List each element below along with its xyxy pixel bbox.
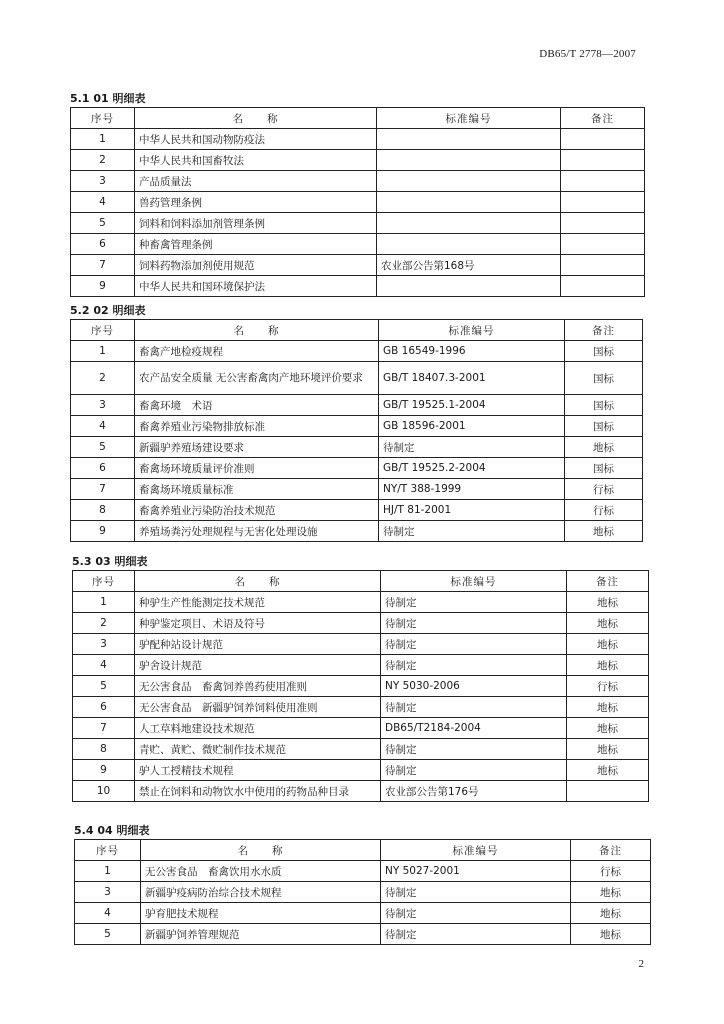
standard-code (377, 150, 561, 171)
standard-code: 待制定 (381, 760, 567, 781)
remark (567, 781, 649, 802)
standard-name: 畜禽养殖业污染物排放标准 (135, 416, 379, 437)
standard-name: 饲料药物添加剂使用规范 (135, 255, 377, 276)
standard-name: 青贮、黄贮、微贮制作技术规范 (135, 739, 381, 760)
standard-code: 待制定 (381, 903, 571, 924)
standard-name: 驴育肥技术规程 (141, 903, 381, 924)
column-header: 备注 (571, 840, 651, 861)
remark: 行标 (565, 500, 643, 521)
standard-code: 待制定 (381, 634, 567, 655)
standard-code (377, 234, 561, 255)
remark: 国标 (565, 341, 643, 362)
standard-name: 人工草料地建设技术规范 (135, 718, 381, 739)
remark (561, 234, 645, 255)
standard-code: NY 5027-2001 (381, 861, 571, 882)
table-row (71, 129, 645, 150)
table-row (75, 903, 651, 924)
column-header: 名 称 (135, 108, 377, 129)
standard-code: 农业部公告第168号 (377, 255, 561, 276)
remark: 国标 (565, 395, 643, 416)
row-number: 2 (71, 362, 135, 395)
row-number: 1 (71, 129, 135, 150)
standard-name: 新疆驴养殖场建设要求 (135, 437, 379, 458)
row-number: 5 (71, 437, 135, 458)
row-number: 6 (71, 458, 135, 479)
standard-name: 畜禽场环境质量评价准则 (135, 458, 379, 479)
column-header: 标准编号 (377, 108, 561, 129)
table-row (73, 613, 649, 634)
row-number: 8 (71, 500, 135, 521)
table-row (71, 437, 643, 458)
remark: 地标 (567, 760, 649, 781)
standard-code: GB/T 18407.3-2001 (379, 362, 565, 395)
remark: 地标 (571, 924, 651, 945)
standard-code: 待制定 (381, 613, 567, 634)
standard-code: 待制定 (381, 882, 571, 903)
table-row (71, 362, 643, 395)
remark (561, 150, 645, 171)
table-row (71, 150, 645, 171)
row-number: 7 (71, 255, 135, 276)
remark: 地标 (571, 903, 651, 924)
remark (561, 129, 645, 150)
remark: 地标 (567, 592, 649, 613)
table-row (71, 171, 645, 192)
table-row (73, 718, 649, 739)
table-row (71, 395, 643, 416)
table-row (73, 739, 649, 760)
remark: 地标 (567, 613, 649, 634)
row-number: 4 (71, 192, 135, 213)
table-row (73, 592, 649, 613)
column-header: 名 称 (135, 320, 379, 341)
standard-code: GB/T 19525.2-2004 (379, 458, 565, 479)
remark: 国标 (565, 458, 643, 479)
table-row (73, 781, 649, 802)
table-row (71, 234, 645, 255)
standard-code: GB/T 19525.1-2004 (379, 395, 565, 416)
standard-code: 待制定 (379, 437, 565, 458)
standard-name: 畜禽养殖业污染防治技术规范 (135, 500, 379, 521)
standard-name: 畜禽环境 术语 (135, 395, 379, 416)
table-5-1 (70, 107, 645, 297)
standard-name: 饲料和饲料添加剂管理条例 (135, 213, 377, 234)
remark: 行标 (567, 676, 649, 697)
standard-name: 新疆驴饲养管理规范 (141, 924, 381, 945)
standard-name: 畜禽场环境质量标准 (135, 479, 379, 500)
column-header: 标准编号 (381, 571, 567, 592)
standard-name: 产品质量法 (135, 171, 377, 192)
table-row (73, 760, 649, 781)
remark (561, 192, 645, 213)
row-number: 2 (73, 613, 135, 634)
document-header-code: DB65/T 2778—2007 (539, 48, 636, 60)
standard-code: HJ/T 81-2001 (379, 500, 565, 521)
table-row (71, 416, 643, 437)
standard-code (377, 213, 561, 234)
row-number: 2 (71, 150, 135, 171)
standard-name: 农产品安全质量 无公害畜禽肉产地环境评价要求 (135, 362, 379, 395)
column-header: 序号 (73, 571, 135, 592)
row-number: 7 (73, 718, 135, 739)
page-number: 2 (638, 958, 644, 970)
standard-code: GB 16549-1996 (379, 341, 565, 362)
table-row (71, 341, 643, 362)
section-title-5-3: 5.3 03 明细表 (72, 555, 148, 568)
standard-code (377, 276, 561, 297)
row-number: 7 (71, 479, 135, 500)
standard-code (377, 171, 561, 192)
table-row (71, 521, 643, 542)
standard-code: NY 5030-2006 (381, 676, 567, 697)
standard-code: NY/T 388-1999 (379, 479, 565, 500)
section-title-5-1: 5.1 01 明细表 (70, 92, 146, 105)
row-number: 4 (73, 655, 135, 676)
row-number: 4 (75, 903, 141, 924)
standard-name: 驴人工授精技术规程 (135, 760, 381, 781)
table-row (71, 276, 645, 297)
standard-name: 畜禽产地检疫规程 (135, 341, 379, 362)
remark: 地标 (567, 739, 649, 760)
standard-name: 禁止在饲料和动物饮水中使用的药物品种目录 (135, 781, 381, 802)
standard-name: 兽药管理条例 (135, 192, 377, 213)
row-number: 4 (71, 416, 135, 437)
remark: 地标 (567, 718, 649, 739)
standard-name: 驴舍设计规范 (135, 655, 381, 676)
column-header: 序号 (71, 108, 135, 129)
row-number: 8 (73, 739, 135, 760)
row-number: 1 (71, 341, 135, 362)
standard-name: 中华人民共和国动物防疫法 (135, 129, 377, 150)
row-number: 5 (75, 924, 141, 945)
standard-name: 种驴生产性能测定技术规范 (135, 592, 381, 613)
standard-name: 种驴鉴定项目、术语及符号 (135, 613, 381, 634)
standard-code (377, 129, 561, 150)
section-title-5-4: 5.4 04 明细表 (74, 824, 150, 837)
row-number: 3 (75, 882, 141, 903)
table-header-row (75, 840, 651, 861)
table-5-2 (70, 319, 643, 542)
row-number: 1 (75, 861, 141, 882)
remark (561, 276, 645, 297)
table-row (71, 213, 645, 234)
remark (561, 255, 645, 276)
standard-name: 养殖场粪污处理规程与无害化处理设施 (135, 521, 379, 542)
column-header: 名 称 (135, 571, 381, 592)
remark: 地标 (567, 697, 649, 718)
table-5-3 (72, 570, 649, 802)
row-number: 1 (73, 592, 135, 613)
table-row (71, 255, 645, 276)
remark: 地标 (571, 882, 651, 903)
row-number: 5 (71, 213, 135, 234)
table-row (71, 192, 645, 213)
column-header: 序号 (71, 320, 135, 341)
column-header: 标准编号 (379, 320, 565, 341)
standard-code: 农业部公告第176号 (381, 781, 567, 802)
standard-name: 中华人民共和国环境保护法 (135, 276, 377, 297)
remark: 国标 (565, 362, 643, 395)
column-header: 备注 (561, 108, 645, 129)
standard-code (377, 192, 561, 213)
row-number: 6 (71, 234, 135, 255)
standard-name: 无公害食品 新疆驴饲养饲料使用准则 (135, 697, 381, 718)
column-header: 序号 (75, 840, 141, 861)
standard-name: 无公害食品 畜禽饮用水水质 (141, 861, 381, 882)
remark (561, 213, 645, 234)
standard-code: GB 18596-2001 (379, 416, 565, 437)
remark: 地标 (565, 437, 643, 458)
row-number: 3 (71, 171, 135, 192)
remark: 地标 (565, 521, 643, 542)
remark: 地标 (567, 634, 649, 655)
table-row (73, 655, 649, 676)
row-number: 9 (71, 521, 135, 542)
table-header-row (71, 108, 645, 129)
standard-code: 待制定 (381, 739, 567, 760)
standard-name: 驴配种站设计规范 (135, 634, 381, 655)
remark: 行标 (565, 479, 643, 500)
row-number: 3 (71, 395, 135, 416)
table-row (75, 882, 651, 903)
row-number: 5 (73, 676, 135, 697)
row-number: 6 (73, 697, 135, 718)
standard-code: 待制定 (381, 924, 571, 945)
section-title-5-2: 5.2 02 明细表 (70, 304, 146, 317)
table-row (75, 924, 651, 945)
standard-code: 待制定 (381, 655, 567, 676)
table-row (71, 458, 643, 479)
column-header: 名 称 (141, 840, 381, 861)
standard-code: 待制定 (379, 521, 565, 542)
table-5-4 (74, 839, 651, 945)
standard-code: 待制定 (381, 697, 567, 718)
table-row (73, 697, 649, 718)
row-number: 9 (71, 276, 135, 297)
standard-name: 中华人民共和国畜牧法 (135, 150, 377, 171)
table-row (75, 861, 651, 882)
table-row (73, 676, 649, 697)
standard-code: DB65/T2184-2004 (381, 718, 567, 739)
row-number: 10 (73, 781, 135, 802)
standard-name: 无公害食品 畜禽饲养兽药使用准则 (135, 676, 381, 697)
remark (561, 171, 645, 192)
table-header-row (73, 571, 649, 592)
remark: 行标 (571, 861, 651, 882)
table-row (71, 479, 643, 500)
table-header-row (71, 320, 643, 341)
standard-name: 种畜禽管理条例 (135, 234, 377, 255)
row-number: 3 (73, 634, 135, 655)
column-header: 备注 (567, 571, 649, 592)
remark: 地标 (567, 655, 649, 676)
column-header: 标准编号 (381, 840, 571, 861)
column-header: 备注 (565, 320, 643, 341)
table-row (71, 500, 643, 521)
standard-code: 待制定 (381, 592, 567, 613)
table-row (73, 634, 649, 655)
standard-name: 新疆驴疫病防治综合技术规程 (141, 882, 381, 903)
remark: 国标 (565, 416, 643, 437)
row-number: 9 (73, 760, 135, 781)
